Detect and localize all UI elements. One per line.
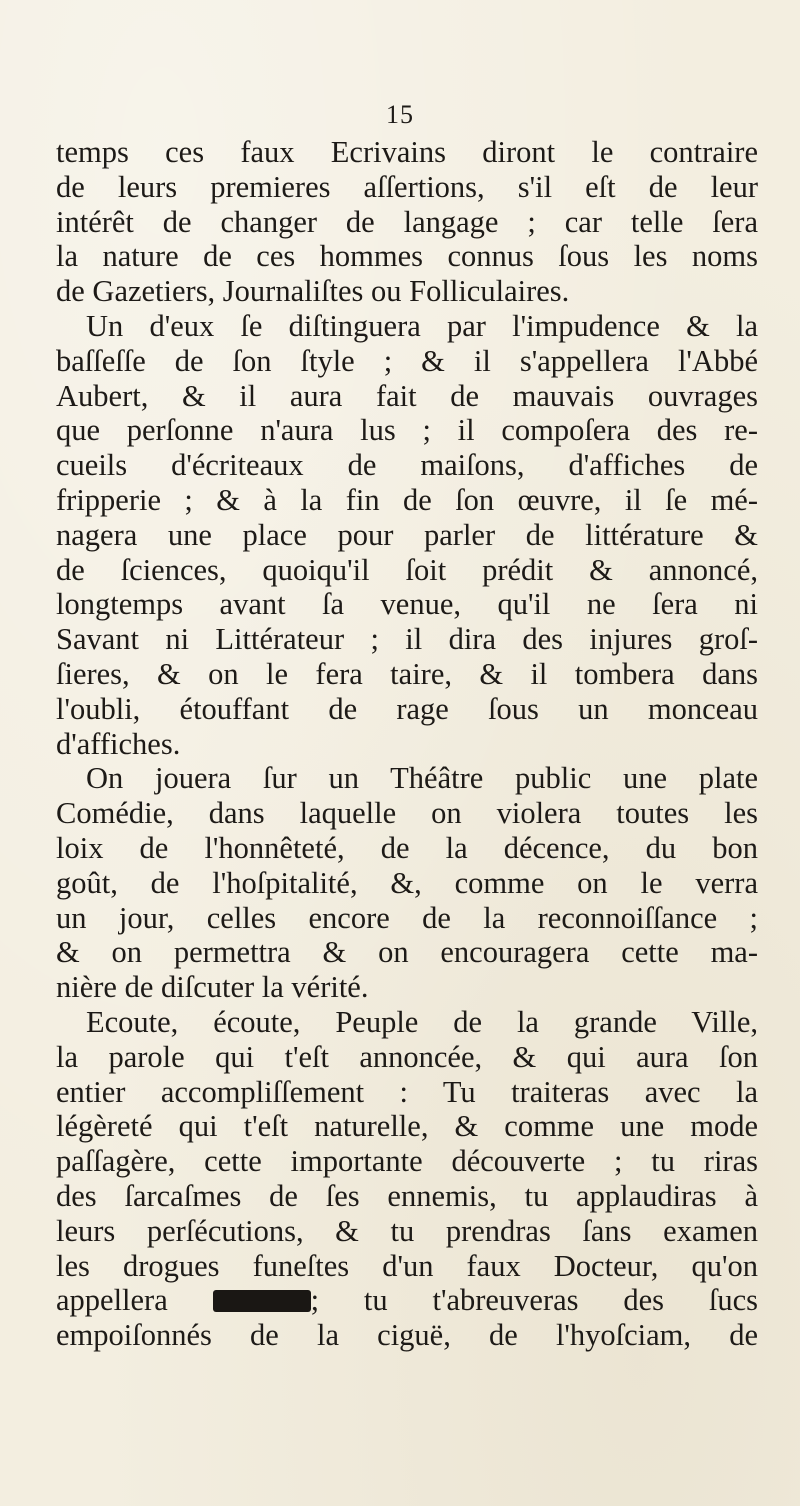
- text-line: baſſeſſe de ſon ſtyle ; & il s'appellera l'Abbé: [56, 343, 758, 378]
- text-line: nière de diſcuter la vérité.: [56, 970, 369, 1005]
- text-line: empoiſonnés de la ciguë, de l'hyoſciam, de: [56, 1318, 758, 1353]
- body-text: [56, 135, 758, 1353]
- text-line: leurs perſécutions, & tu prendras ſans examen: [56, 1213, 758, 1248]
- text-line: les drogues funeſtes d'un faux Docteur, qu'on: [56, 1248, 758, 1283]
- text-line: cueils d'écriteaux de maiſons, d'affiches de: [56, 448, 758, 483]
- text-line: Savant ni Littérateur ; il dira des injures groſ-: [56, 622, 758, 657]
- text-line: intérêt de changer de langage ; car telle ſera: [56, 204, 758, 239]
- text-line: un jour, celles encore de la reconnoiſſance ;: [56, 900, 758, 935]
- text-line: On jouera ſur un Théâtre public une plate: [86, 761, 758, 796]
- text-line: Ecoute, écoute, Peuple de la grande Ville,: [86, 1004, 758, 1039]
- text-line-with-redaction: [56, 1283, 758, 1318]
- text-line: Aubert, & il aura fait de mauvais ouvrages: [56, 378, 758, 413]
- text-line: de Gazetiers, Journaliſtes ou Folliculaires.: [56, 274, 570, 309]
- redaction-mark: [213, 1290, 311, 1312]
- text-line: nagera une place pour parler de littérature &: [56, 517, 758, 552]
- text-line: que perſonne n'aura lus ; il compoſera des re-: [56, 413, 758, 448]
- text-line: paſſagère, cette importante découverte ; tu riras: [56, 1144, 758, 1179]
- text-line: d'affiches.: [56, 726, 181, 761]
- text-fragment: ; tu t'abreuveras des ſucs: [310, 1283, 758, 1318]
- text-fragment: appellera: [56, 1283, 168, 1318]
- text-line: fripperie ; & à la fin de ſon œuvre, il ſe mé-: [56, 482, 758, 517]
- text-line: de ſciences, quoiqu'il ſoit prédit & annoncé,: [56, 552, 758, 587]
- text-line: & on permettra & on encouragera cette ma-: [56, 935, 758, 970]
- text-line: temps ces faux Ecrivains diront le contraire: [56, 135, 758, 169]
- text-line: entier accompliſſement : Tu traiteras avec la: [56, 1074, 758, 1109]
- text-line: goût, de l'hoſpitalité, &, comme on le verra: [56, 865, 758, 900]
- page-number: 15: [386, 100, 414, 129]
- text-line: de leurs premieres aſſertions, s'il eſt de leur: [56, 169, 758, 204]
- text-line: Comédie, dans laquelle on violera toutes les: [56, 796, 758, 831]
- text-line: légèreté qui t'eſt naturelle, & comme une mode: [56, 1109, 758, 1144]
- text-line: loix de l'honnêteté, de la décence, du bon: [56, 830, 758, 865]
- text-line: l'oubli, étouffant de rage ſous un monceau: [56, 691, 758, 726]
- text-line: longtemps avant ſa venue, qu'il ne ſera ni: [56, 587, 758, 622]
- text-line: des ſarcaſmes de ſes ennemis, tu applaudiras à: [56, 1178, 758, 1213]
- text-line: ſieres, & on le fera taire, & il tombera dans: [56, 656, 758, 691]
- text-line: la parole qui t'eſt annoncée, & qui aura ſon: [56, 1039, 758, 1074]
- text-line: la nature de ces hommes connus ſous les noms: [56, 239, 758, 274]
- text-line: Un d'eux ſe diſtinguera par l'impudence & la: [86, 308, 758, 343]
